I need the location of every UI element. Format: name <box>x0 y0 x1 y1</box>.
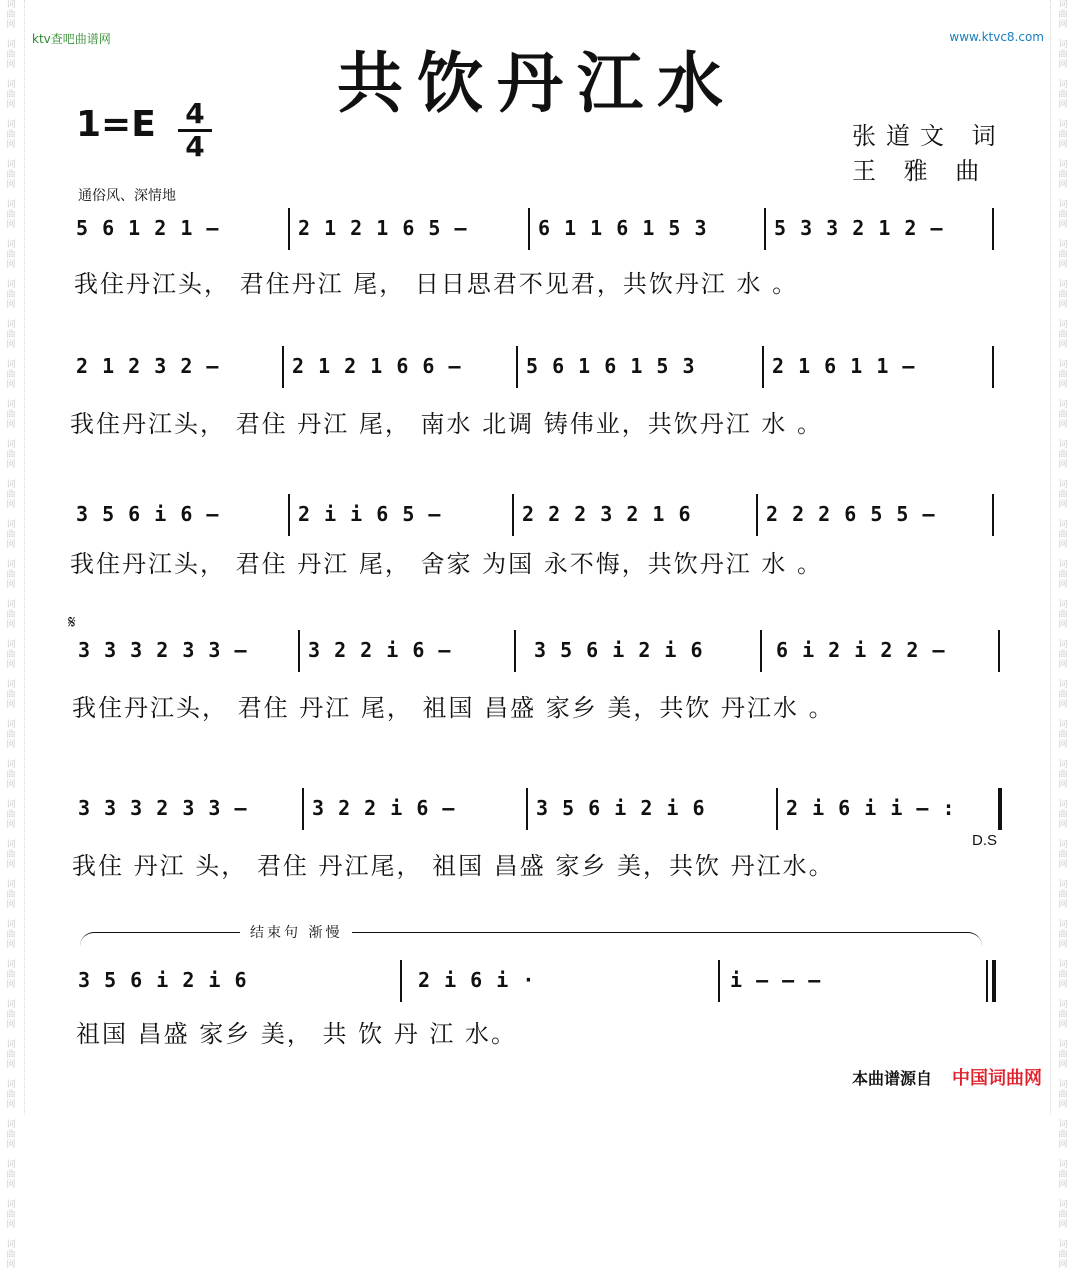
barline <box>764 208 766 250</box>
system-5-measure-2: 3 2 2 i 6 – <box>312 796 456 820</box>
barline <box>992 494 994 536</box>
system-4-measure-4: 6 i 2 i 2 2 – <box>776 638 946 662</box>
right-margin-line <box>1050 0 1051 1114</box>
system-4-measure-3: 3 5 6 i 2 i 6 <box>534 638 704 662</box>
system-1-lyrics: 我住丹江头， 君住丹江 尾， 日日思君不见君，共饮丹江 水 。 <box>74 270 799 298</box>
barline <box>998 630 1000 672</box>
barline <box>288 494 290 536</box>
barline <box>992 346 994 388</box>
system-1-measure-2: 2 1 2 1 6 5 – <box>298 216 468 240</box>
system-3-measure-2: 2 i i 6 5 – <box>298 502 442 526</box>
coda-lyrics: 祖国 昌盛 家乡 美， 共 饮 丹 江 水。 <box>76 1020 518 1048</box>
key-signature: 1=E <box>76 104 156 145</box>
system-5-measure-3: 3 5 6 i 2 i 6 <box>536 796 706 820</box>
barline <box>516 346 518 388</box>
footer-site-link[interactable]: 中国词曲网 <box>952 1068 1042 1089</box>
barline <box>400 960 402 1002</box>
barline <box>760 630 762 672</box>
system-5-measure-1: 3 3 3 2 3 3 – <box>78 796 248 820</box>
barline <box>756 494 758 536</box>
footer-source-text: 本曲谱源自 <box>851 1069 932 1088</box>
system-3-measure-1: 3 5 6 i 6 – <box>76 502 220 526</box>
expression-marking: 通俗风、深情地 <box>78 188 176 204</box>
ds-marking: D.S <box>972 832 998 849</box>
barline <box>298 630 300 672</box>
barline <box>718 960 720 1002</box>
barline <box>526 788 528 830</box>
system-1-measure-1: 5 6 1 2 1 – <box>76 216 220 240</box>
coda-measure-3: i – – – <box>730 968 822 992</box>
system-4-lyrics: 我住丹江头， 君住 丹江 尾， 祖国 昌盛 家乡 美，共饮 丹江水 。 <box>72 694 835 722</box>
system-4-measure-1: 3 3 3 2 3 3 – <box>78 638 248 662</box>
watermark-left: ktv查吧曲谱网 <box>32 32 111 46</box>
system-5-measure-4: 2 i 6 i i – : <box>786 796 956 820</box>
final-barline <box>992 960 996 1002</box>
system-1-measure-4: 5 3 3 2 1 2 – <box>774 216 944 240</box>
repeat-end-barline <box>998 788 1002 830</box>
time-signature-top: 4 <box>185 97 205 130</box>
system-2-measure-2: 2 1 2 1 6 6 – <box>292 354 462 378</box>
barline <box>986 960 988 1002</box>
barline <box>992 208 994 250</box>
coda-measure-2: 2 i 6 i · <box>418 968 536 992</box>
barline <box>762 346 764 388</box>
time-signature <box>178 97 212 163</box>
system-3-measure-4: 2 2 2 6 5 5 – <box>766 502 936 526</box>
coda-label: 结束句 渐慢 <box>240 922 352 942</box>
system-2-measure-3: 5 6 1 6 1 5 3 <box>526 354 696 378</box>
system-4-measure-2: 3 2 2 i 6 – <box>308 638 452 662</box>
song-title: 共饮丹江水 <box>337 45 737 122</box>
barline <box>776 788 778 830</box>
system-2-measure-4: 2 1 6 1 1 – <box>772 354 916 378</box>
segno-sign: 𝄋 <box>68 612 76 633</box>
barline <box>288 208 290 250</box>
system-2-measure-1: 2 1 2 3 2 – <box>76 354 220 378</box>
right-watermark-strip: 词 曲 网 词 曲 网 词 曲 网 词 曲 网 词 曲 网 词 曲 网 词 曲 网 词 曲 网 词 曲 网 词 曲 网 词 曲 网 词 曲 网 词 曲 网 词 曲 网 词 曲 网 词 曲 网 词 曲 网 词 曲 网 词 曲 网 词 曲 网 词 曲 网 词 曲 网 词 曲 网 词 曲 网 词 曲 网 词 曲 网 词 曲 网 词 曲 网 词 曲 网 词 曲 网 词 曲 网 词 曲 网 <box>1058 0 1068 1270</box>
coda-bracket <box>80 932 982 947</box>
left-margin-line <box>24 0 25 1114</box>
system-2-lyrics: 我住丹江头， 君住 丹江 尾， 南水 北调 铸伟业，共饮丹江 水 。 <box>70 410 824 438</box>
barline <box>512 494 514 536</box>
coda-measure-1: 3 5 6 i 2 i 6 <box>78 968 248 992</box>
barline <box>302 788 304 830</box>
system-3-measure-3: 2 2 2 3 2 1 6 <box>522 502 692 526</box>
system-1-measure-3: 6 1 1 6 1 5 3 <box>538 216 708 240</box>
time-signature-bottom: 4 <box>185 130 205 163</box>
barline <box>282 346 284 388</box>
system-5-lyrics: 我住 丹江 头， 君住 丹江尾， 祖国 昌盛 家乡 美，共饮 丹江水。 <box>72 852 835 880</box>
lyricist-credit: 张道文 词 <box>852 122 1006 150</box>
barline <box>514 630 516 672</box>
barline <box>528 208 530 250</box>
composer-credit: 王 雅 曲 <box>852 157 990 185</box>
system-3-lyrics: 我住丹江头， 君住 丹江 尾， 舍家 为国 永不悔，共饮丹江 水 。 <box>70 550 824 578</box>
watermark-right: www.ktvc8.com <box>949 30 1044 44</box>
left-watermark-strip: 词 曲 网 词 曲 网 词 曲 网 词 曲 网 词 曲 网 词 曲 网 词 曲 网 词 曲 网 词 曲 网 词 曲 网 词 曲 网 词 曲 网 词 曲 网 词 曲 网 词 曲 网 词 曲 网 词 曲 网 词 曲 网 词 曲 网 词 曲 网 词 曲 网 词 曲 网 词 曲 网 词 曲 网 词 曲 网 词 曲 网 词 曲 网 词 曲 网 词 曲 网 词 曲 网 词 曲 网 词 曲 网 <box>6 0 16 1270</box>
